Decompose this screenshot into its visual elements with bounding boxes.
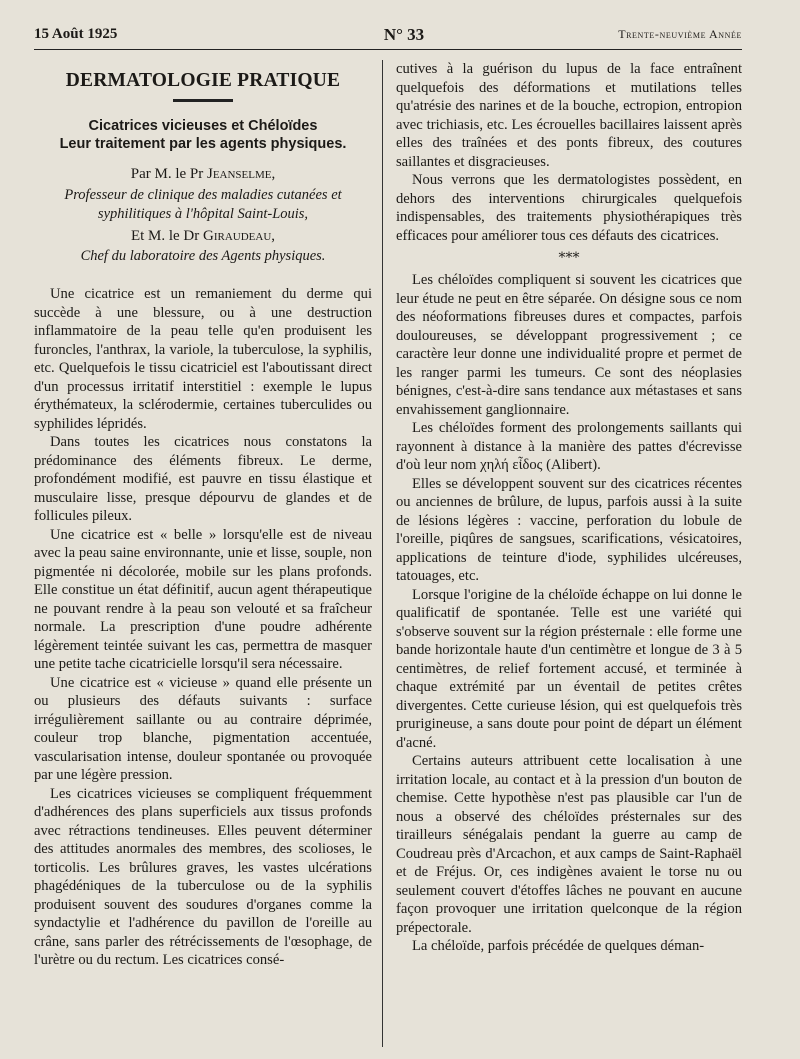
column-divider [382,60,383,1047]
right-body-text-top [396,60,742,245]
author-1-affiliation: Professeur de clinique des maladies cutanées et syphilitiques à l'hôpital Saint-Louis, [64,187,342,222]
author-1 [34,166,372,183]
author-2-name: Giraudeau, [203,228,276,244]
left-body-text [34,285,372,970]
paragraph: Une cicatrice est « vicieuse » quand elle présente un ou plusieurs des défauts suivants : surface irrégulièrement saillante ou au contraire déprimée, couleur trop blanche, pigmentation accentuée, vascularisation intense, douleur spontanée ou provoquée par une légère pression. [34,674,372,783]
paragraph: Lorsque l'origine de la chéloïde échappe on lui donne le qualificatif de spontanée. Telle est une variété qui s'observe souvent sur la région présternale : elle forme une bande horizontale haute d'un centimètre et longue de 3 à 5 centimètres, de relief fortement accusé, et terminée à chaque extrémité par un éventail de petites crêtes divergentes. Cette curieuse lésion, qui est quelquefois très prurigineuse, a sans doute pour point de départ un élément d'acné. [396,586,742,751]
paragraph: Une cicatrice est un remaniement du derme qui succède à une blessure, ou à une destruction inflammatoire de la peau telle qu'en produisent les furoncles, l'anthrax, la variole, la tuberculose, la syphilis, etc. Quelquefois le tissu cicatriciel est l'aboutissant direct d'un processus irritatif interstitiel : exemple le lupus érythémateux, la sclérodermie, certaines tuberculides ou syphilides lépridés. [34,286,372,432]
article-title-line2: Leur traitement par les agents physiques. [59,136,347,152]
author-1-name: Jeanselme, [206,166,276,182]
paragraph: Une cicatrice est « belle » lorsqu'elle est de niveau avec la peau saine environnante, unie et lisse, souple, non pigmentée ni décolorée, mobile sur les plans profonds. Elle constitue un état définitif, aucun agent thérapeutique ne pouvant rendre à la peau son velouté et sa fraîcheur normale. La prescription d'une poudre adhérente légèrement teintée suivant les cas, permettra de masquer une petite tache cicatricielle lorsqu'il sera nécessaire. [34,526,372,672]
issue-number: N° 33 [383,25,425,44]
rubric-rule [173,99,233,102]
paragraph: Les chéloïdes compliquent si souvent les cicatrices que leur étude ne peut en être séparée. On désigne sous ce nom des néoformations fibreuses dures et compactes, parfois douloureuses, se développant progressivement ; ce caractère leur donne une individualité propre et permet de les ranger parmi les tumeurs. Ce sont des néoplasies bénignes, c'est-à-dire sans tendance aux métastases et sans envahissement ganglionnaire. [396,272,742,418]
paragraph: Nous verrons que les dermatologistes possèdent, en dehors des interventions chirurgicales quelquefois indispensables, des traitements physiothérapiques très efficaces pour améliorer tous ces défauts des cicatrices. [396,172,742,244]
paragraph: Certains auteurs attribuent cette localisation à une irritation locale, au contact et à la pression d'un bouton de chemise. Cette hypothèse n'est pas plausible car l'un de nous a observé des chéloïdes présternales sur des tirailleurs sénégalais pendant la guerre au camp de Coudreau près d'Arcachon, et aux camps de Saint-Raphaël et de Fréjus. Or, ces indigènes avaient le torse nu ou seulement couvert d'étoffes lâches ne pouvant en aucune façon provoquer une irritation quelconque de la région prépectorale. [396,753,742,936]
author-1-prefix: Par M. le Pr [130,166,207,182]
paragraph: Les cicatrices vicieuses se compliquent fréquemment d'adhérences des plans superficiels aux tissus profonds avec rétractions tendineuses. Elles peuvent déterminer des attitudes anormales des membres, des scolioses, le torticolis. Les brûlures graves, les vastes ulcérations phagédéniques de la tuberculose ou de la syphilis produisent souvent des soudures d'organes comme la syndactylie et l'adhérence du pavillon de l'oreille au crâne, sans parler des rétrécissements de l'œsophage, de l'urètre ou du rectum. Les cicatrices consé- [34,785,372,968]
paragraph: cutives à la guérison du lupus de la face entraînent quelquefois des déformations et mutilations telles qu'atrésie des narines et de la bouche, ectropion, entropion avec trichiasis, etc. Les écrouelles bacillaires laissent après elles des traînées et des ponts fibreux, des coutures saillantes et disgracieuses. [396,61,742,170]
paragraph: Les chéloïdes forment des prolongements saillants qui rayonnent à distance à la manière des pattes d'écrevisse d'où leur nom χηλή εἶδος (Alibert). [396,420,742,473]
header-rule [34,49,742,50]
article-heading [34,70,372,265]
running-header [34,26,742,48]
paragraph: Elles se développent souvent sur des cicatrices récentes ou anciennes de brûlure, de lupus, parfois aussi à la suite de lésions légères : vaccine, perforation du lobule de l'oreille, piqûres de sangsues, scarifications, vésicatoires, applications de teinture d'iode, syphilides ulcéreuses, tatouages, etc. [396,475,742,584]
author-2-prefix: Et M. le Dr [130,228,204,244]
issue-date: 15 Août 1925 [34,26,118,42]
article-title-line1: Cicatrices vicieuses et Chéloïdes [88,118,318,134]
publication-year: Trente-neuvième Année [618,27,742,41]
paragraph: La chéloïde, parfois précédée de quelques déman- [412,938,705,954]
left-column [34,60,372,970]
section-rubric: DERMATOLOGIE PRATIQUE [65,70,341,91]
paragraph: Dans toutes les cicatrices nous constatons la prédominance des éléments fibreux. Le derme, profondément modifié, est pauvre en tissu élastique et musculaire lisse, presque dépourvu de glandes et de follicules pileux. [34,434,372,524]
author-2-affiliation: Chef du laboratoire des Agents physiques. [80,248,326,264]
right-column [396,60,742,956]
author-2 [34,228,372,245]
right-body-text-bottom [396,271,742,956]
section-separator-stars: *** [558,250,580,266]
